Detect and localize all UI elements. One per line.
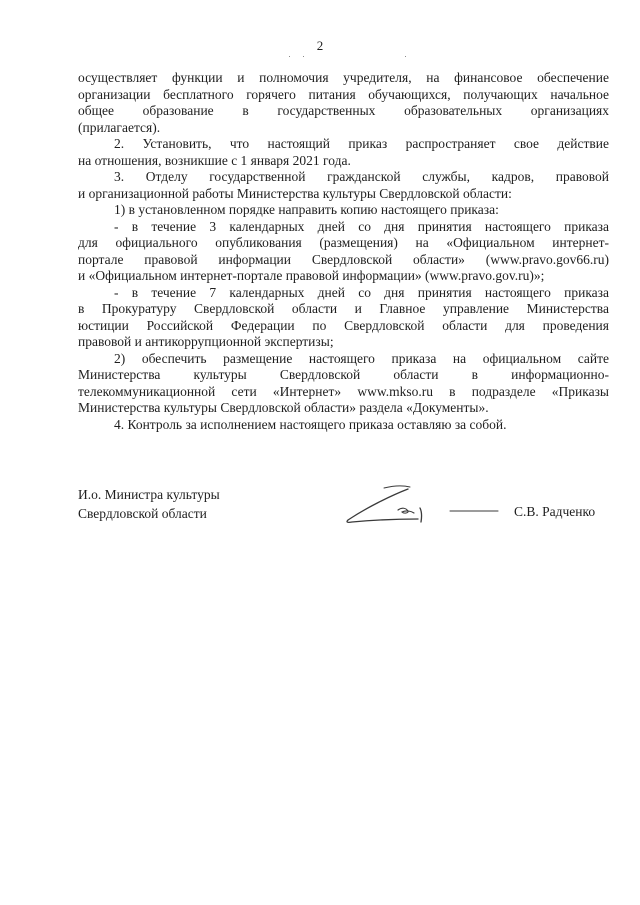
signatory-position — [78, 485, 220, 523]
scan-speck — [289, 56, 290, 57]
body-text-line: - в течение 3 календарных дней со дня принятия настоящего приказа — [114, 218, 609, 234]
body-text-line: 2. Установить, что настоящий приказ распространяет свое действие — [114, 136, 609, 151]
body-text-line: портале правовой информации Свердловской области» (www.pravo.gov66.ru) — [78, 251, 609, 267]
body-text-line: и организационной работы Министерства культуры Свердловской области: — [78, 185, 512, 201]
body-text-line: 4. Контроль за исполнением настоящего приказа оставляю за собой. — [114, 416, 507, 432]
body-text-line: организации бесплатного горячего питания обучающихся, получающих начальное — [78, 86, 609, 102]
body-text-line: и «Официальном интернет-портале правовой информации» (www.pravo.gov.ru)»; — [78, 268, 545, 283]
scan-speck — [303, 56, 304, 57]
body-text-line: - в течение 7 календарных дней со дня принятия настоящего приказа — [114, 284, 609, 300]
body-text-line: телекоммуникационной сети «Интернет» www.mkso.ru в подразделе «Приказы — [78, 383, 609, 399]
body-text-line: 3. Отделу государственной гражданской службы, кадров, правовой — [114, 169, 609, 184]
page-number: 2 — [316, 38, 324, 53]
signatory-name: С.В. Радченко — [514, 504, 596, 519]
body-text-line: Министерства культуры Свердловской области» раздела «Документы». — [78, 400, 489, 415]
body-text-line: юстиции Российской Федерации по Свердловской области для проведения — [78, 317, 609, 333]
scan-speck — [405, 56, 406, 57]
order-body-text — [78, 70, 609, 433]
body-text-line: правовой и антикоррупционной экспертизы; — [78, 334, 334, 349]
body-text-line: 1) в установленном порядке направить копию настоящего приказа: — [114, 202, 499, 217]
body-text-line: осуществляет функции и полномочия учредителя, на финансовое обеспечение — [78, 70, 609, 85]
body-text-line: общее образование в государственных образовательных организациях — [78, 103, 609, 118]
signatory-position-line: Свердловской области — [78, 506, 207, 521]
body-text-line: в Прокуратуру Свердловской области и Главное управление Министерства — [78, 301, 609, 316]
body-text-line: 2) обеспечить размещение настоящего приказа на официальном сайте — [114, 350, 609, 366]
body-text-line: на отношения, возникшие с 1 января 2021 года. — [78, 152, 351, 168]
body-text-line: Министерства культуры Свердловской области в информационно- — [78, 367, 609, 382]
body-text-line: для официального опубликования (размещения) на «Официальном интернет- — [78, 235, 609, 250]
body-text-line: (прилагается). — [78, 119, 161, 135]
signatory-position-line: И.о. Министра культуры — [78, 487, 220, 502]
handwritten-signature-icon — [338, 480, 508, 530]
